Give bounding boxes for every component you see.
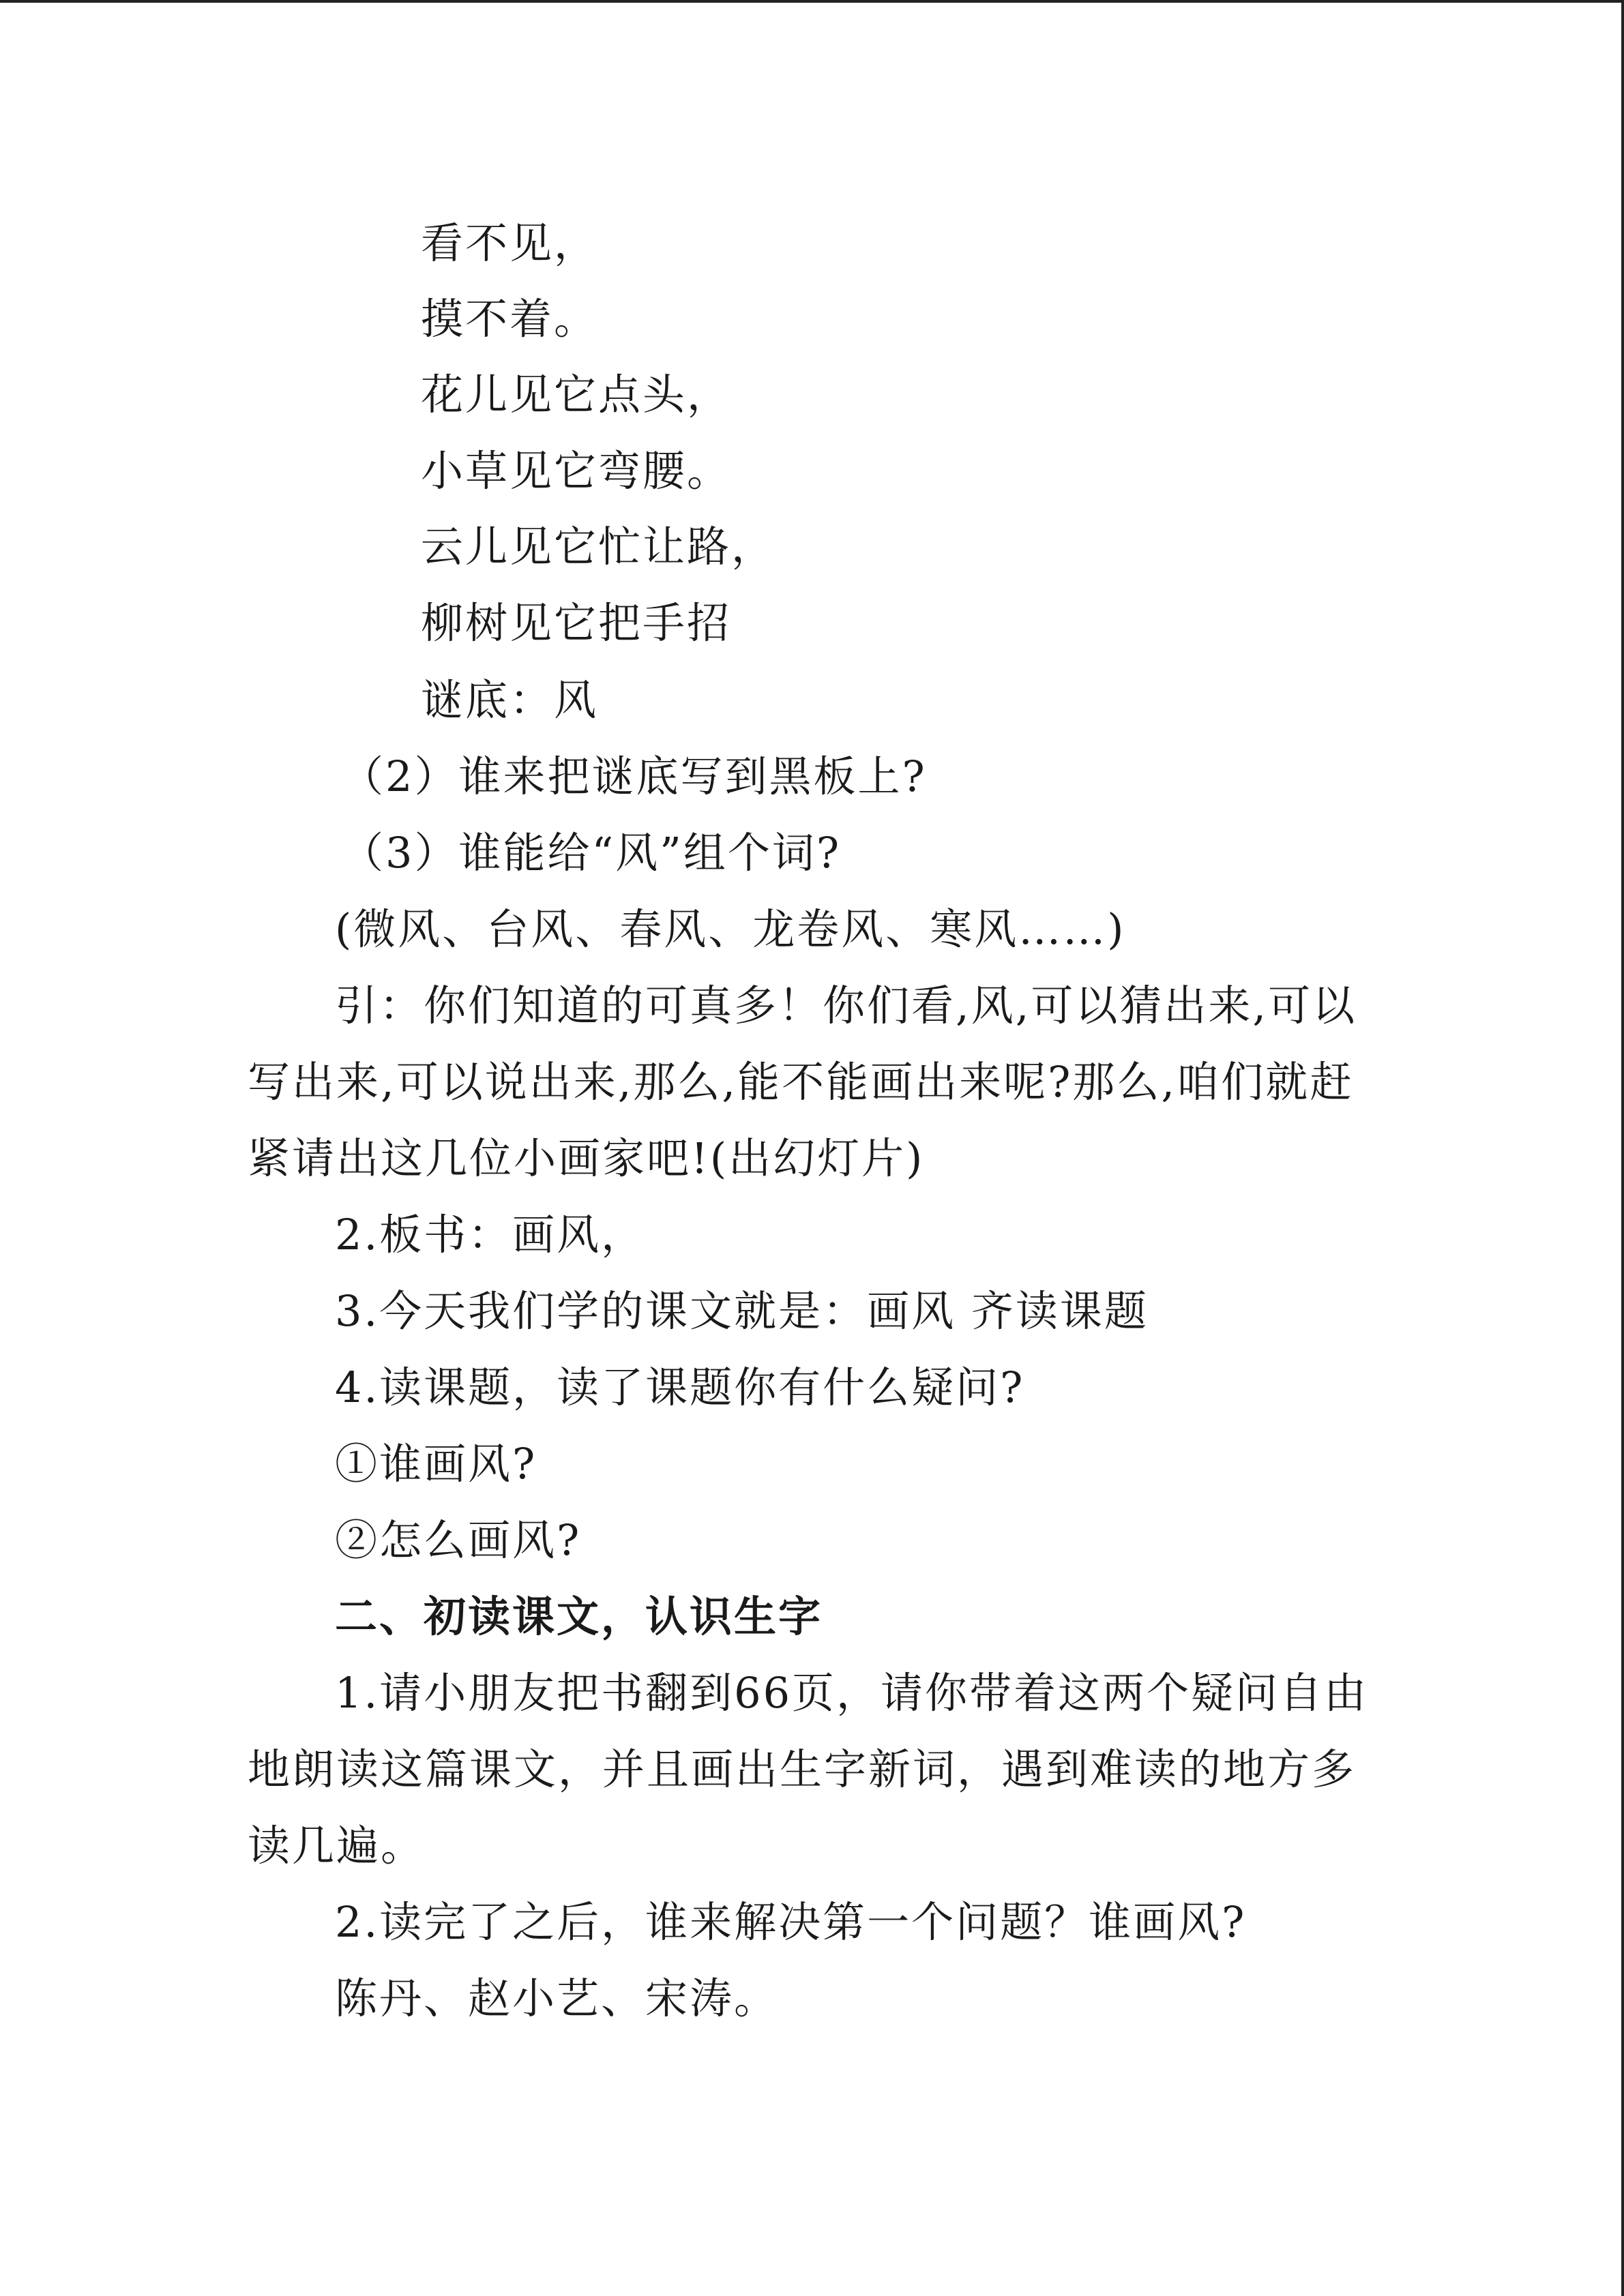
poem-line-2: 摸不着。 xyxy=(421,294,599,344)
read-task-line-2: 地朗读这篇课文，并且画出生字新词，遇到难读的地方多 xyxy=(248,1744,1357,1794)
answer-names: 陈丹、赵小艺、宋涛。 xyxy=(335,1973,779,2023)
question-2: （2）谁来把谜底写到黑板上? xyxy=(341,751,927,801)
page-right-border xyxy=(1621,0,1624,2296)
section-heading: 二、初读课文，认识生字 xyxy=(335,1592,823,1641)
doubt-question-1: ①谁画风? xyxy=(335,1439,537,1489)
poem-line-5: 云儿见它忙让路， xyxy=(421,522,776,571)
poem-line-4: 小草见它弯腰。 xyxy=(421,446,732,496)
doubt-question-2: ②怎么画风? xyxy=(335,1515,582,1565)
intro-line-3: 紧请出这几位小画家吧!(出幻灯片) xyxy=(248,1133,925,1183)
question-3: （3）谁能给“风”组个词? xyxy=(341,828,842,878)
page-top-border xyxy=(0,0,1624,3)
read-task-line-1: 1.请小朋友把书翻到66页，请你带着这两个疑问自由 xyxy=(335,1668,1369,1718)
step-4: 4.读课题，读了课题你有什么疑问? xyxy=(335,1362,1025,1412)
intro-line-2: 写出来,可以说出来,那么,能不能画出来呢?那么,咱们就赶 xyxy=(248,1057,1355,1107)
read-task-line-3: 读几遍。 xyxy=(248,1821,426,1870)
poem-line-1: 看不见， xyxy=(421,218,599,268)
read-followup: 2.读完了之后，谁来解决第一个问题？谁画风? xyxy=(335,1897,1247,1947)
step-3: 3.今天我们学的课文就是：画风 齐读课题 xyxy=(335,1286,1149,1336)
step-2: 2.板书：画风， xyxy=(335,1210,646,1259)
intro-line-1: 引：你们知道的可真多！你们看,风,可以猜出来,可以 xyxy=(335,981,1357,1030)
poem-line-6: 柳树见它把手招 xyxy=(421,598,732,648)
riddle-answer: 谜底：风 xyxy=(421,675,599,725)
word-examples: (微风、台风、春风、龙卷风、寒风……) xyxy=(335,904,1126,954)
poem-line-3: 花儿见它点头， xyxy=(421,370,732,419)
